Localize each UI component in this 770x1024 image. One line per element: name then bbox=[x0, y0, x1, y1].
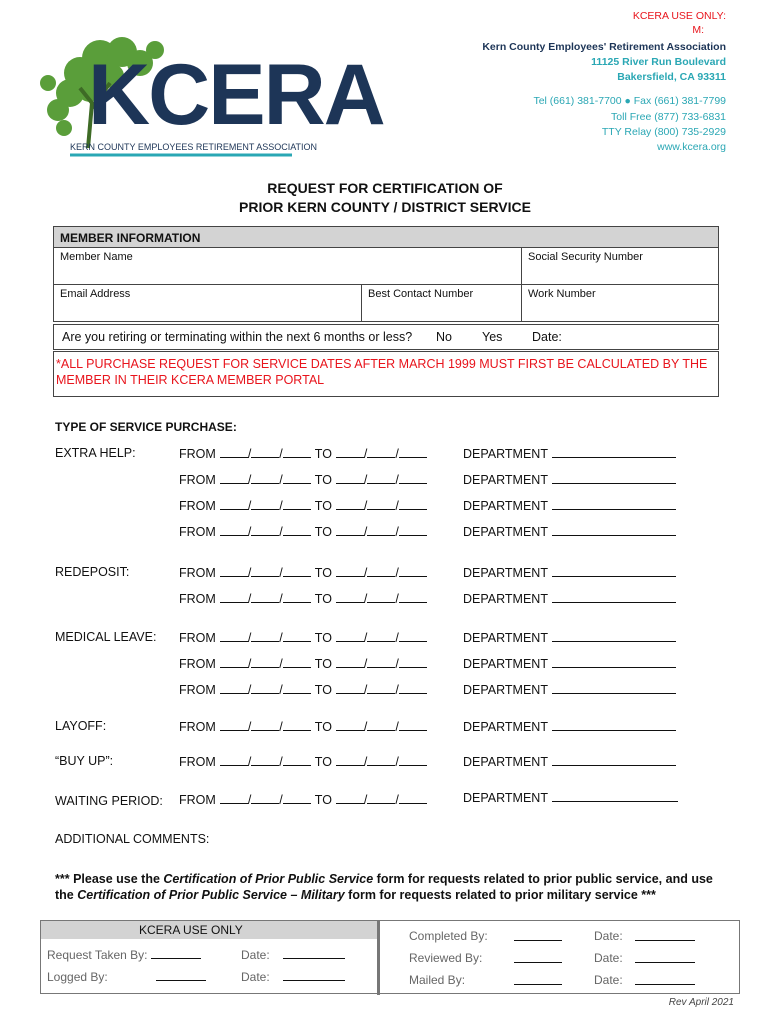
department-blank[interactable] bbox=[552, 719, 676, 731]
to-label: TO bbox=[314, 755, 332, 769]
to-day-blank[interactable] bbox=[367, 524, 395, 536]
from-year-blank[interactable] bbox=[283, 565, 311, 577]
from-label: FROM bbox=[179, 473, 216, 487]
note-part2: form for requests related to prior public service, and use the bbox=[55, 872, 713, 902]
to-month-blank[interactable] bbox=[336, 565, 364, 577]
department-blank[interactable] bbox=[552, 498, 676, 510]
department-blank[interactable] bbox=[552, 682, 676, 694]
to-month-blank[interactable] bbox=[336, 446, 364, 458]
logged-label: Logged By: bbox=[47, 970, 108, 984]
from-day-blank[interactable] bbox=[251, 719, 279, 731]
ssn-field[interactable] bbox=[521, 247, 719, 285]
work-label: Work Number bbox=[528, 288, 596, 300]
to-day-blank[interactable] bbox=[367, 630, 395, 642]
logged-date-row[interactable] bbox=[241, 969, 345, 984]
from-month-blank[interactable] bbox=[220, 682, 248, 694]
department-label: DEPARTMENT bbox=[463, 566, 548, 580]
department-blank[interactable] bbox=[552, 524, 676, 536]
date-range-row[interactable]: FROM / / TO / / bbox=[179, 498, 427, 513]
request-date-label: Date: bbox=[241, 948, 270, 962]
from-label: FROM bbox=[179, 631, 216, 645]
department-row[interactable] bbox=[463, 472, 676, 487]
department-blank[interactable] bbox=[552, 630, 676, 642]
from-month-blank[interactable] bbox=[220, 719, 248, 731]
to-year-blank[interactable] bbox=[399, 792, 427, 804]
kcera-logo bbox=[30, 28, 384, 163]
office-divider bbox=[377, 921, 380, 995]
service-type-label: “BUY UP”: bbox=[55, 754, 114, 768]
to-day-blank[interactable] bbox=[367, 754, 395, 766]
from-month-blank[interactable] bbox=[220, 630, 248, 642]
from-year-blank[interactable] bbox=[283, 498, 311, 510]
from-month-blank[interactable] bbox=[220, 754, 248, 766]
to-label: TO bbox=[314, 499, 332, 513]
retiring-date-field[interactable]: Date: bbox=[532, 330, 562, 344]
from-label: FROM bbox=[179, 793, 216, 807]
department-label: DEPARTMENT bbox=[463, 631, 548, 645]
to-day-blank[interactable] bbox=[367, 472, 395, 484]
service-type-label: MEDICAL LEAVE: bbox=[55, 630, 157, 644]
mailed-date-label: Date: bbox=[594, 973, 623, 987]
from-year-blank[interactable] bbox=[283, 656, 311, 668]
department-row[interactable] bbox=[463, 446, 676, 461]
purchase-section-title: TYPE OF SERVICE PURCHASE: bbox=[55, 420, 237, 434]
to-day-blank[interactable] bbox=[367, 498, 395, 510]
mailed-label: Mailed By: bbox=[409, 973, 466, 987]
date-range-row[interactable]: FROM / / TO / / bbox=[179, 472, 427, 487]
from-day-blank[interactable] bbox=[251, 792, 279, 804]
member-info-title: MEMBER INFORMATION bbox=[60, 231, 201, 245]
to-day-blank[interactable] bbox=[367, 446, 395, 458]
reviewed-date-label: Date: bbox=[594, 951, 623, 965]
to-year-blank[interactable] bbox=[399, 754, 427, 766]
department-blank[interactable] bbox=[552, 656, 676, 668]
toll-free: Toll Free (877) 733-6831 bbox=[611, 111, 726, 123]
department-blank[interactable] bbox=[552, 754, 676, 766]
address-line1: 11125 River Run Boulevard bbox=[591, 56, 726, 68]
department-row[interactable] bbox=[463, 656, 676, 671]
note-part3: form for requests related to prior military service *** bbox=[344, 888, 656, 902]
to-month-blank[interactable] bbox=[336, 524, 364, 536]
completed-date-blank[interactable] bbox=[635, 929, 695, 941]
to-year-blank[interactable] bbox=[399, 446, 427, 458]
form-title-line2: PRIOR KERN COUNTY / DISTRICT SERVICE bbox=[239, 199, 531, 215]
to-month-blank[interactable] bbox=[336, 630, 364, 642]
date-range-row[interactable]: FROM / / TO / / bbox=[179, 682, 427, 697]
from-year-blank[interactable] bbox=[283, 524, 311, 536]
from-label: FROM bbox=[179, 683, 216, 697]
from-label: FROM bbox=[179, 499, 216, 513]
department-label: DEPARTMENT bbox=[463, 720, 548, 734]
forms-note bbox=[55, 871, 735, 903]
from-label: FROM bbox=[179, 720, 216, 734]
from-label: FROM bbox=[179, 592, 216, 606]
from-day-blank[interactable] bbox=[251, 754, 279, 766]
department-row[interactable] bbox=[463, 591, 676, 606]
contact-number-field[interactable] bbox=[361, 284, 522, 322]
request-taken-label: Request Taken By: bbox=[47, 948, 148, 962]
to-label: TO bbox=[314, 631, 332, 645]
to-day-blank[interactable] bbox=[367, 792, 395, 804]
date-range-row[interactable]: FROM / / TO / / bbox=[179, 591, 427, 606]
from-month-blank[interactable] bbox=[220, 792, 248, 804]
from-day-blank[interactable] bbox=[251, 498, 279, 510]
logged-date-blank[interactable] bbox=[283, 969, 345, 981]
from-day-blank[interactable] bbox=[251, 682, 279, 694]
from-label: FROM bbox=[179, 566, 216, 580]
to-label: TO bbox=[314, 683, 332, 697]
office-use-box bbox=[40, 920, 740, 994]
to-month-blank[interactable] bbox=[336, 591, 364, 603]
service-type-label: EXTRA HELP: bbox=[55, 446, 136, 460]
from-year-blank[interactable] bbox=[283, 719, 311, 731]
to-label: TO bbox=[314, 793, 332, 807]
to-label: TO bbox=[314, 592, 332, 606]
department-blank[interactable] bbox=[552, 591, 676, 603]
from-label: FROM bbox=[179, 657, 216, 671]
to-label: TO bbox=[314, 447, 332, 461]
from-year-blank[interactable] bbox=[283, 446, 311, 458]
department-row[interactable] bbox=[463, 790, 678, 805]
to-year-blank[interactable] bbox=[399, 498, 427, 510]
from-year-blank[interactable] bbox=[283, 682, 311, 694]
to-month-blank[interactable] bbox=[336, 498, 364, 510]
date-range-row[interactable]: FROM / / TO / / bbox=[179, 630, 427, 645]
ssn-label: Social Security Number bbox=[528, 251, 643, 263]
to-label: TO bbox=[314, 657, 332, 671]
retiring-question: Are you retiring or terminating within the next 6 months or less? bbox=[62, 330, 413, 344]
from-day-blank[interactable] bbox=[251, 472, 279, 484]
from-month-blank[interactable] bbox=[220, 656, 248, 668]
logo-text: KCERA bbox=[88, 47, 384, 143]
from-day-blank[interactable] bbox=[251, 524, 279, 536]
department-row[interactable] bbox=[463, 682, 676, 697]
logged-date-label: Date: bbox=[241, 970, 270, 984]
to-day-blank[interactable] bbox=[367, 656, 395, 668]
department-label: DEPARTMENT bbox=[463, 657, 548, 671]
to-day-blank[interactable] bbox=[367, 565, 395, 577]
note-italic2: Certification of Prior Public Service – Military bbox=[77, 888, 345, 902]
portal-notice: *ALL PURCHASE REQUEST FOR SERVICE DATES AFTER MARCH 1999 MUST FIRST BE CALCULATED BY THE MEMBER IN THEIR KCERA MEMBER PORTAL bbox=[53, 351, 719, 397]
reviewed-blank[interactable] bbox=[514, 951, 562, 963]
department-label: DEPARTMENT bbox=[463, 592, 548, 606]
request-taken-row[interactable] bbox=[47, 947, 201, 962]
request-taken-blank[interactable] bbox=[151, 947, 201, 959]
note-italic1: Certification of Prior Public Service bbox=[163, 872, 374, 886]
from-label: FROM bbox=[179, 755, 216, 769]
office-use-title: KCERA USE ONLY bbox=[139, 923, 243, 937]
m-label: M: bbox=[692, 24, 704, 36]
department-label: DEPARTMENT bbox=[463, 755, 548, 769]
department-label: DEPARTMENT bbox=[463, 525, 548, 539]
from-day-blank[interactable] bbox=[251, 591, 279, 603]
logo-tagline: KERN COUNTY EMPLOYEES RETIREMENT ASSOCIATION bbox=[70, 142, 318, 152]
date-range-row[interactable]: FROM / / TO / / bbox=[179, 719, 427, 734]
to-label: TO bbox=[314, 473, 332, 487]
mailed-date-blank[interactable] bbox=[635, 973, 695, 985]
to-day-blank[interactable] bbox=[367, 682, 395, 694]
to-month-blank[interactable] bbox=[336, 472, 364, 484]
retiring-question-row bbox=[53, 324, 719, 350]
to-label: TO bbox=[314, 566, 332, 580]
logged-blank[interactable] bbox=[156, 969, 206, 981]
from-month-blank[interactable] bbox=[220, 565, 248, 577]
contact-label: Best Contact Number bbox=[368, 288, 474, 300]
department-label: DEPARTMENT bbox=[463, 791, 548, 805]
to-year-blank[interactable] bbox=[399, 656, 427, 668]
completed-label: Completed By: bbox=[409, 929, 488, 943]
from-day-blank[interactable] bbox=[251, 656, 279, 668]
date-range-row[interactable]: FROM / / TO / / bbox=[179, 524, 427, 539]
note-part1: *** Please use the bbox=[55, 872, 164, 886]
from-month-blank[interactable] bbox=[220, 591, 248, 603]
from-year-blank[interactable] bbox=[283, 754, 311, 766]
department-row[interactable] bbox=[463, 719, 676, 734]
department-row[interactable] bbox=[463, 524, 676, 539]
from-day-blank[interactable] bbox=[251, 565, 279, 577]
department-label: DEPARTMENT bbox=[463, 499, 548, 513]
department-row[interactable] bbox=[463, 630, 676, 645]
to-label: TO bbox=[314, 525, 332, 539]
to-year-blank[interactable] bbox=[399, 591, 427, 603]
department-blank[interactable] bbox=[552, 565, 676, 577]
org-name: Kern County Employees' Retirement Association bbox=[482, 41, 726, 53]
from-year-blank[interactable] bbox=[283, 630, 311, 642]
service-type-label: LAYOFF: bbox=[55, 719, 107, 733]
from-day-blank[interactable] bbox=[251, 630, 279, 642]
retiring-yes-option[interactable]: Yes bbox=[482, 330, 503, 344]
office-use-header bbox=[41, 921, 377, 939]
to-month-blank[interactable] bbox=[336, 792, 364, 804]
logged-row[interactable] bbox=[47, 969, 206, 984]
member-name-field[interactable] bbox=[53, 247, 522, 285]
email-label: Email Address bbox=[60, 288, 131, 300]
member-info-header bbox=[53, 226, 719, 248]
to-month-blank[interactable] bbox=[336, 719, 364, 731]
date-range-row[interactable]: FROM / / TO / / bbox=[179, 565, 427, 580]
tel-fax: Tel (661) 381-7700 ● Fax (661) 381-7799 bbox=[533, 95, 726, 107]
from-year-blank[interactable] bbox=[283, 792, 311, 804]
to-year-blank[interactable] bbox=[399, 682, 427, 694]
from-month-blank[interactable] bbox=[220, 472, 248, 484]
form-title-line1: REQUEST FOR CERTIFICATION OF bbox=[267, 180, 503, 196]
department-label: DEPARTMENT bbox=[463, 683, 548, 697]
use-only-label: KCERA USE ONLY: bbox=[632, 10, 726, 22]
to-year-blank[interactable] bbox=[399, 565, 427, 577]
reviewed-date-blank[interactable] bbox=[635, 951, 695, 963]
to-year-blank[interactable] bbox=[399, 524, 427, 536]
comments-label: ADDITIONAL COMMENTS: bbox=[55, 832, 210, 846]
revision-label: Rev April 2021 bbox=[668, 997, 734, 1008]
service-type-label: WAITING PERIOD: bbox=[55, 794, 163, 808]
to-year-blank[interactable] bbox=[399, 472, 427, 484]
date-range-row[interactable]: FROM / / TO / / bbox=[179, 792, 427, 807]
retiring-no-option[interactable]: No bbox=[436, 330, 452, 344]
address-line2: Bakersfield, CA 93311 bbox=[617, 71, 726, 83]
completed-date-label: Date: bbox=[594, 929, 623, 943]
website: www.kcera.org bbox=[657, 141, 726, 153]
department-blank[interactable] bbox=[552, 446, 676, 458]
member-name-label: Member Name bbox=[60, 251, 133, 263]
department-row[interactable] bbox=[463, 754, 676, 769]
from-label: FROM bbox=[179, 447, 216, 461]
date-range-row[interactable]: FROM / / TO / / bbox=[179, 446, 427, 461]
tty-relay: TTY Relay (800) 735-2929 bbox=[601, 126, 726, 138]
to-label: TO bbox=[314, 720, 332, 734]
from-label: FROM bbox=[179, 525, 216, 539]
date-range-row[interactable]: FROM / / TO / / bbox=[179, 754, 427, 769]
department-label: DEPARTMENT bbox=[463, 473, 548, 487]
department-blank[interactable] bbox=[552, 790, 678, 802]
to-year-blank[interactable] bbox=[399, 719, 427, 731]
to-day-blank[interactable] bbox=[367, 591, 395, 603]
request-date-blank[interactable] bbox=[283, 947, 345, 959]
from-year-blank[interactable] bbox=[283, 472, 311, 484]
to-month-blank[interactable] bbox=[336, 656, 364, 668]
department-row[interactable] bbox=[463, 498, 676, 513]
mailed-blank[interactable] bbox=[514, 973, 562, 985]
from-month-blank[interactable] bbox=[220, 498, 248, 510]
to-year-blank[interactable] bbox=[399, 630, 427, 642]
from-day-blank[interactable] bbox=[251, 446, 279, 458]
work-number-field[interactable] bbox=[521, 284, 719, 322]
completed-blank[interactable] bbox=[514, 929, 562, 941]
from-month-blank[interactable] bbox=[220, 524, 248, 536]
from-year-blank[interactable] bbox=[283, 591, 311, 603]
email-field[interactable] bbox=[53, 284, 362, 322]
to-day-blank[interactable] bbox=[367, 719, 395, 731]
to-month-blank[interactable] bbox=[336, 754, 364, 766]
department-blank[interactable] bbox=[552, 472, 676, 484]
department-row[interactable] bbox=[463, 565, 676, 580]
department-label: DEPARTMENT bbox=[463, 447, 548, 461]
request-date-row[interactable] bbox=[241, 947, 345, 962]
date-range-row[interactable]: FROM / / TO / / bbox=[179, 656, 427, 671]
to-month-blank[interactable] bbox=[336, 682, 364, 694]
reviewed-label: Reviewed By: bbox=[409, 951, 483, 965]
service-type-label: REDEPOSIT: bbox=[55, 565, 130, 579]
from-month-blank[interactable] bbox=[220, 446, 248, 458]
